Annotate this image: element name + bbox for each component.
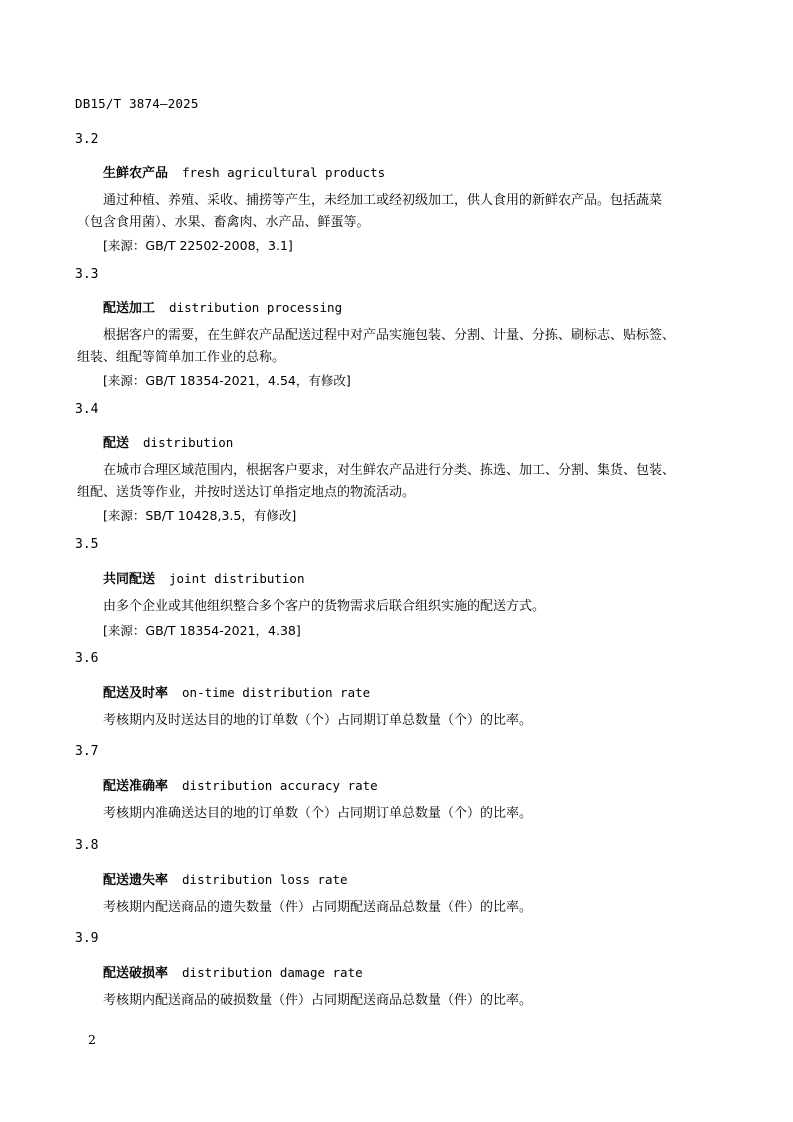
term-english: distribution loss rate [182, 872, 348, 887]
definition-line: 考核期内及时送达目的地的订单数（个）占同期订单总数量（个）的比率。 [103, 713, 533, 728]
term-definition [77, 325, 703, 369]
definition-line: 考核期内配送商品的破损数量（件）占同期配送商品总数量（件）的比率。 [103, 993, 533, 1008]
term-heading [103, 775, 378, 794]
definition-line: （包含食用菌）、水果、畜禽肉、水产品、鲜蛋等。 [77, 215, 370, 230]
term-chinese: 配送遗失率 [103, 873, 169, 888]
definition-line: 在城市合理区域范围内，根据客户要求，对生鲜农产品进行分类、拣选、加工、分割、集货、包装、 [103, 463, 676, 478]
term-chinese: 配送加工 [103, 301, 156, 316]
term-chinese: 生鲜农产品 [103, 166, 169, 181]
section-number: 3.2 [75, 132, 99, 147]
term-english: joint distribution [169, 571, 305, 586]
term-heading [103, 162, 385, 181]
term-english: distribution accuracy rate [182, 778, 378, 793]
term-heading [103, 568, 304, 587]
term-definition [103, 596, 703, 618]
term-definition [103, 897, 703, 919]
term-chinese: 配送 [103, 436, 130, 451]
definition-line: 通过种植、养殖、采收、捕捞等产生，未经加工或经初级加工，供人食用的新鲜农产品。包括蔬菜 [103, 193, 663, 208]
term-definition [77, 460, 703, 504]
term-heading [103, 869, 348, 888]
term-definition [103, 990, 703, 1012]
page-number: 2 [88, 1032, 96, 1047]
definition-line: 组装、组配等简单加工作业的总称。 [77, 350, 286, 365]
definition-line: 考核期内准确送达目的地的订单数（个）占同期订单总数量（个）的比率。 [103, 806, 533, 821]
definition-line: 组配、送货等作业，并按时送达订单指定地点的物流活动。 [77, 485, 416, 500]
term-english: distribution damage rate [182, 965, 363, 980]
term-english: distribution [143, 435, 234, 450]
definition-line: 根据客户的需要，在生鲜农产品配送过程中对产品实施包装、分割、计量、分拣、刷标志、贴标签、 [103, 328, 676, 343]
section-number: 3.6 [75, 651, 99, 666]
term-english: fresh agricultural products [182, 165, 386, 180]
term-definition [103, 803, 703, 825]
section-number: 3.4 [75, 402, 99, 417]
term-chinese: 配送准确率 [103, 779, 169, 794]
term-chinese: 共同配送 [103, 572, 156, 587]
term-heading [103, 432, 233, 451]
definition-line: 考核期内配送商品的遗失数量（件）占同期配送商品总数量（件）的比率。 [103, 900, 533, 915]
section-number: 3.3 [75, 267, 99, 282]
term-english: on-time distribution rate [182, 685, 371, 700]
section-number: 3.8 [75, 838, 99, 853]
term-source: [来源：SB/T 10428,3.5，有修改] [103, 508, 297, 523]
term-heading [103, 682, 370, 701]
definition-line: 由多个企业或其他组织整合多个客户的货物需求后联合组织实施的配送方式。 [103, 599, 546, 614]
term-chinese: 配送破损率 [103, 966, 169, 981]
term-english: distribution processing [169, 300, 343, 315]
section-number: 3.9 [75, 931, 99, 946]
term-definition [103, 710, 703, 732]
term-source: [来源：GB/T 18354-2021，4.38] [103, 623, 301, 638]
section-number: 3.5 [75, 537, 99, 552]
document-id: DB15/T 3874—2025 [75, 96, 199, 111]
term-heading [103, 962, 363, 981]
section-number: 3.7 [75, 744, 99, 759]
term-source: [来源：GB/T 18354-2021，4.54，有修改] [103, 373, 351, 388]
term-source: [来源：GB/T 22502-2008，3.1] [103, 238, 293, 253]
term-heading [103, 297, 342, 316]
term-definition [77, 190, 703, 234]
term-chinese: 配送及时率 [103, 686, 169, 701]
